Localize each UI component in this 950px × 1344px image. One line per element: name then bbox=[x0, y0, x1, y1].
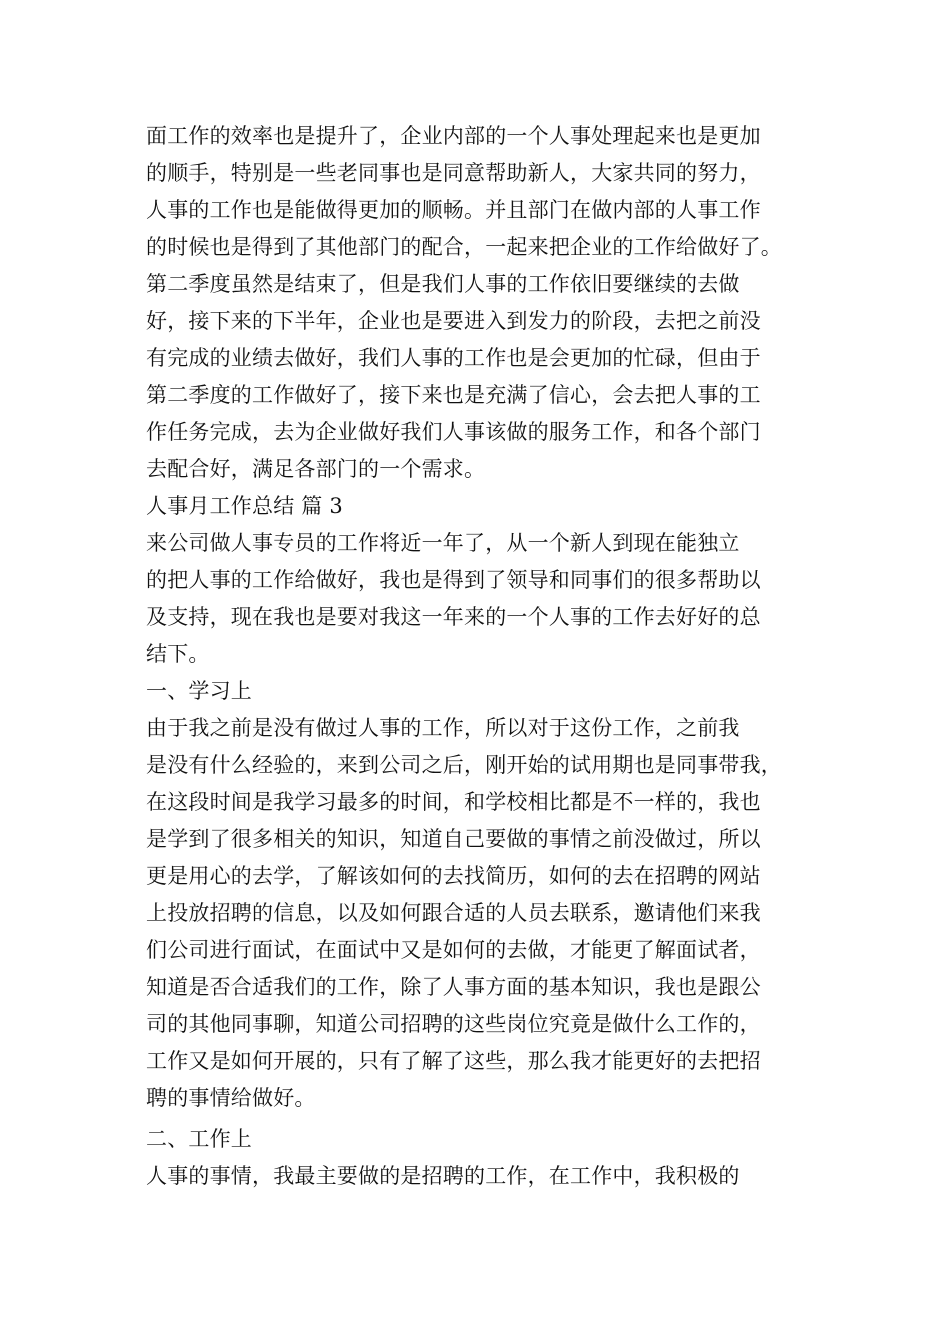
text-line: 第二季度的工作做好了，接下来也是充满了信心，会去把人事的工 bbox=[146, 383, 761, 407]
text-line: 有完成的业绩去做好，我们人事的工作也是会更加的忙碌，但由于 bbox=[146, 346, 761, 370]
text-line: 及支持，现在我也是要对我这一年来的一个人事的工作去好好的总 bbox=[146, 605, 761, 629]
paragraph-start: 第二季度虽然是结束了，但是我们人事的工作依旧要继续的去做 bbox=[146, 272, 740, 296]
text-line: 更是用心的去学，了解该如何的去找简历，如何的去在招聘的网站 bbox=[146, 864, 761, 888]
text-line: 去配合好，满足各部门的一个需求。 bbox=[146, 457, 486, 481]
text-line: 的把人事的工作给做好，我也是得到了领导和同事们的很多帮助以 bbox=[146, 568, 761, 592]
subsection-heading: 一、学习上 bbox=[146, 679, 252, 703]
paragraph-start: 来公司做人事专员的工作将近一年了，从一个新人到现在能独立 bbox=[146, 531, 740, 555]
subsection-heading: 二、工作上 bbox=[146, 1127, 252, 1151]
paragraph-start: 由于我之前是没有做过人事的工作，所以对于这份工作，之前我 bbox=[146, 716, 740, 740]
text-line: 聘的事情给做好。 bbox=[146, 1086, 316, 1110]
text-line: 的顺手，特别是一些老同事也是同意帮助新人，大家共同的努力， bbox=[146, 161, 761, 185]
text-line: 们公司进行面试，在面试中又是如何的去做，才能更了解面试者， bbox=[146, 938, 761, 962]
text-line: 在这段时间是我学习最多的时间，和学校相比都是不一样的，我也 bbox=[146, 790, 761, 814]
text-line: 作任务完成，去为企业做好我们人事该做的服务工作，和各个部门 bbox=[146, 420, 761, 444]
text-line: 是学到了很多相关的知识，知道自己要做的事情之前没做过，所以 bbox=[146, 827, 761, 851]
section-heading: 人事月工作总结 篇 3 bbox=[146, 494, 343, 518]
text-line: 人事的工作也是能做得更加的顺畅。并且部门在做内部的人事工作 bbox=[146, 198, 761, 222]
text-line: 结下。 bbox=[146, 642, 210, 666]
text-line: 司的其他同事聊，知道公司招聘的这些岗位究竟是做什么工作的， bbox=[146, 1012, 761, 1036]
paragraph-start: 人事的事情，我最主要做的是招聘的工作，在工作中，我积极的 bbox=[146, 1164, 740, 1188]
text-line: 工作又是如何开展的，只有了解了这些，那么我才能更好的去把招 bbox=[146, 1049, 761, 1073]
text-line: 好，接下来的下半年，企业也是要进入到发力的阶段，去把之前没 bbox=[146, 309, 761, 333]
text-line: 的时候也是得到了其他部门的配合，一起来把企业的工作给做好了。 bbox=[146, 235, 782, 259]
text-line: 是没有什么经验的，来到公司之后，刚开始的试用期也是同事带我， bbox=[146, 753, 782, 777]
text-line: 知道是否合适我们的工作，除了人事方面的基本知识，我也是跟公 bbox=[146, 975, 761, 999]
text-line: 面工作的效率也是提升了，企业内部的一个人事处理起来也是更加 bbox=[146, 124, 761, 148]
text-line: 上投放招聘的信息，以及如何跟合适的人员去联系，邀请他们来我 bbox=[146, 901, 761, 925]
